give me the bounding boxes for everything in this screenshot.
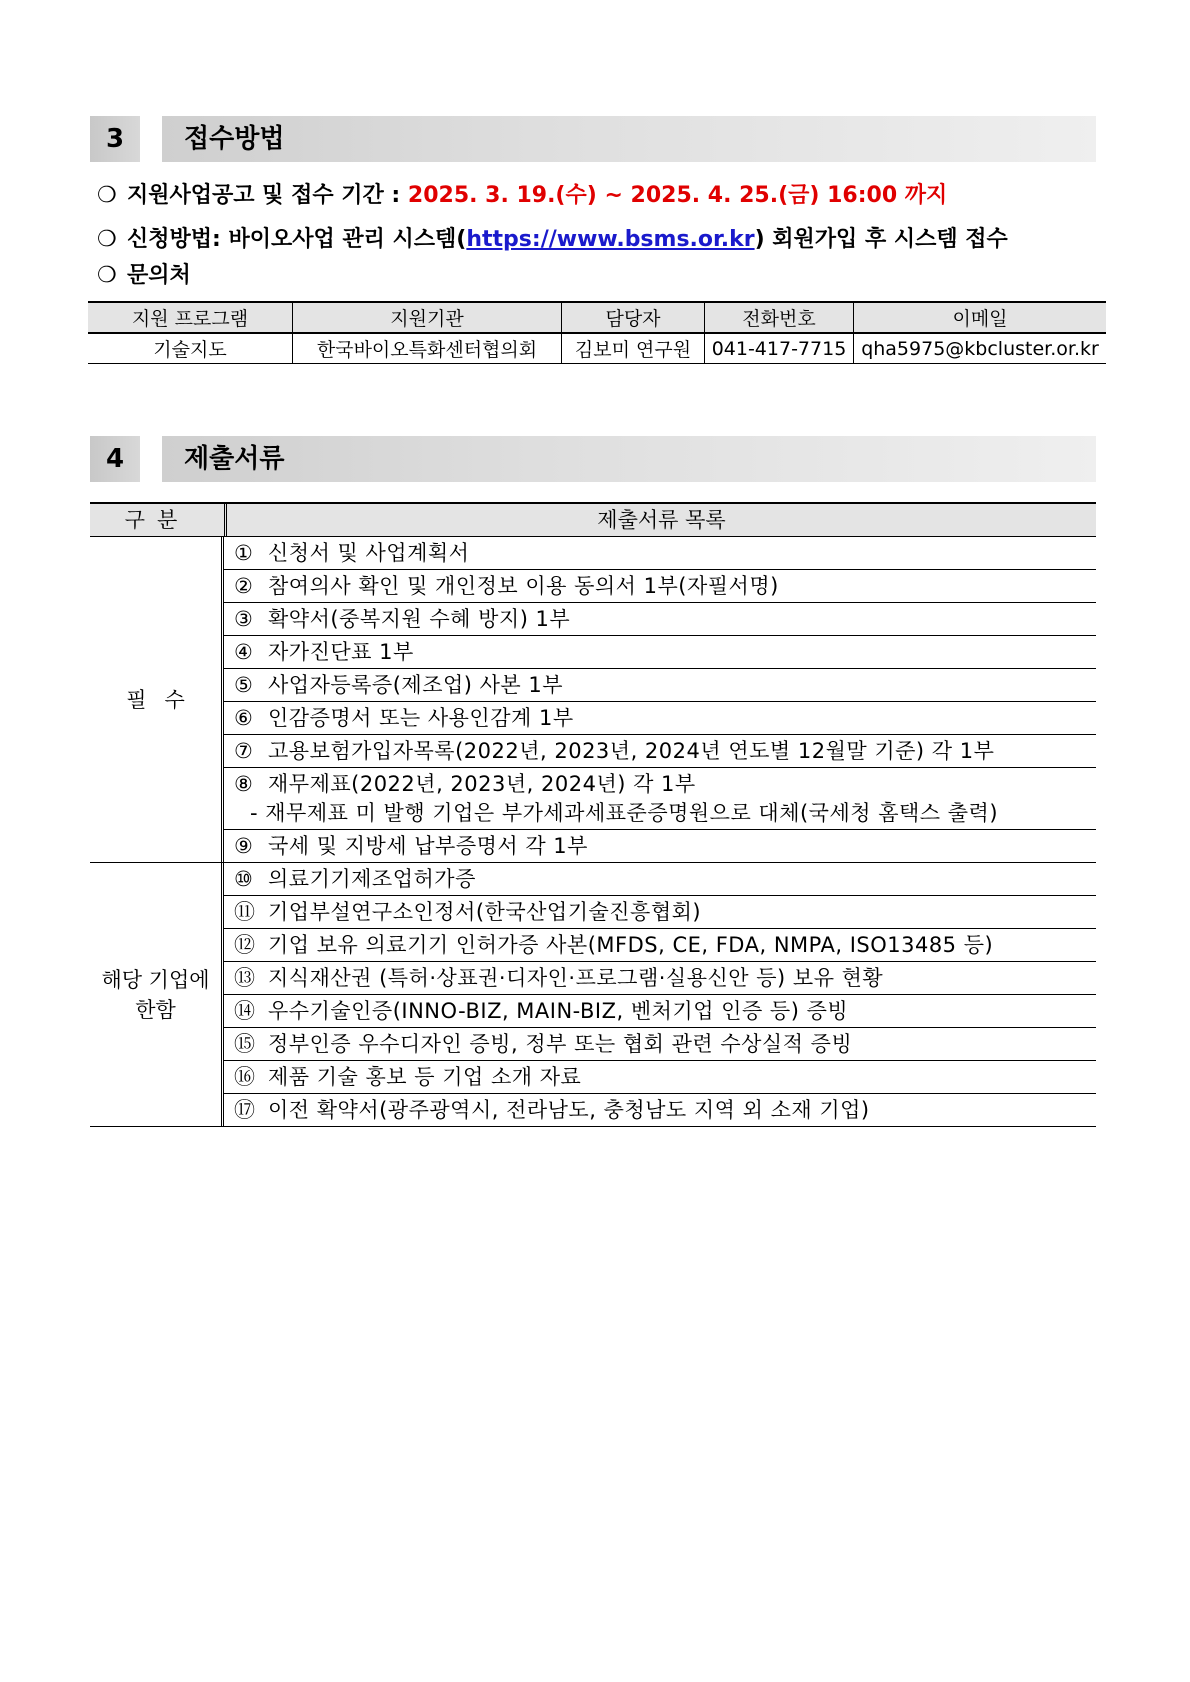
item-text: 제품 기술 홍보 등 기업 소개 자료 — [268, 1065, 582, 1089]
list-item — [224, 636, 1096, 669]
group-required — [90, 537, 1096, 863]
section-title: 접수방법 — [162, 116, 1096, 162]
contact-header-row — [88, 302, 1106, 333]
section-4-header — [90, 436, 1096, 482]
item-number: ③ — [234, 607, 254, 631]
bullet-contact — [97, 258, 191, 289]
contact-label: 문의처 — [127, 263, 191, 288]
section-title: 제출서류 — [162, 436, 1096, 482]
item-number: ⑮ — [234, 1032, 256, 1056]
list-item — [224, 896, 1096, 929]
item-number: ④ — [234, 640, 254, 664]
list-item — [224, 669, 1096, 702]
item-number: ⑭ — [234, 999, 256, 1023]
cell-phone: 041-417-7715 — [705, 333, 854, 364]
list-item — [224, 863, 1096, 896]
group-label: 필수 — [90, 537, 224, 862]
item-text: 신청서 및 사업계획서 — [268, 541, 470, 565]
item-text: 기업 보유 의료기기 인허가증 사본(MFDS, CE, FDA, NMPA, ISO13485 등) — [268, 933, 994, 957]
item-text: 지식재산권 (특허·상표권·디자인·프로그램·실용신안 등) 보유 현황 — [268, 966, 884, 990]
item-number: ⑩ — [234, 867, 254, 891]
circle-bullet-icon: ❍ — [97, 183, 117, 208]
item-number: ② — [234, 574, 254, 598]
item-subtext: - 재무제표 미 발행 기업은 부가세과세표준증명원으로 대체(국세청 홈택스 출력) — [250, 801, 999, 825]
item-number: ⑯ — [234, 1065, 256, 1089]
item-text: 인감증명서 또는 사용인감계 1부 — [268, 706, 574, 730]
list-item — [224, 929, 1096, 962]
list-item — [224, 570, 1096, 603]
method-suffix: ) 회원가입 후 시스템 접수 — [754, 227, 1008, 252]
item-number: ① — [234, 541, 254, 565]
list-item — [224, 830, 1096, 862]
item-text: 우수기술인증(INNO-BIZ, MAIN-BIZ, 벤처기업 인증 등) 증빙 — [268, 999, 849, 1023]
item-number: ⑥ — [234, 706, 254, 730]
col-manager: 담당자 — [562, 302, 705, 333]
col-email: 이메일 — [854, 302, 1107, 333]
bullet-method — [97, 222, 1008, 253]
item-text: 참여의사 확인 및 개인정보 이용 동의서 1부(자필서명) — [268, 574, 779, 598]
bullet-period — [97, 178, 947, 209]
item-text: 의료기기제조업허가증 — [268, 867, 476, 891]
item-number: ⑫ — [234, 933, 256, 957]
item-text: 정부인증 우수디자인 증빙, 정부 또는 협회 관련 수상실적 증빙 — [268, 1032, 853, 1056]
list-item — [224, 768, 1096, 830]
period-label: 지원사업공고 및 접수 기간 : — [127, 183, 401, 208]
item-text: 국세 및 지방세 납부증명서 각 1부 — [268, 834, 588, 858]
method-prefix: 신청방법: 바이오사업 관리 시스템( — [127, 227, 467, 252]
list-item — [224, 603, 1096, 636]
item-number: ⑰ — [234, 1098, 256, 1122]
cell-agency: 한국바이오특화센터협의회 — [293, 333, 562, 364]
item-number: ⑦ — [234, 739, 254, 763]
group-items — [224, 537, 1096, 862]
item-text: 이전 확약서(광주광역시, 전라남도, 충청남도 지역 외 소재 기업) — [268, 1098, 870, 1122]
circle-bullet-icon: ❍ — [97, 227, 117, 252]
contact-table — [88, 301, 1106, 364]
col-program: 지원 프로그램 — [88, 302, 293, 333]
bsms-link[interactable]: https://www.bsms.or.kr — [466, 227, 755, 252]
item-text: 고용보험가입자목록(2022년, 2023년, 2024년 연도별 12월말 기준) 각 1부 — [268, 739, 995, 763]
list-item — [224, 1028, 1096, 1061]
item-number: ⑨ — [234, 834, 254, 858]
list-item — [224, 1094, 1096, 1126]
cell-email[interactable]: qha5975@kbcluster.or.kr — [854, 333, 1107, 364]
col-phone: 전화번호 — [705, 302, 854, 333]
circle-bullet-icon: ❍ — [97, 263, 117, 288]
item-number: ⑤ — [234, 673, 254, 697]
period-value: 2025. 3. 19.(수) ~ 2025. 4. 25.(금) 16:00 까지 — [407, 183, 948, 208]
item-text: 자가진단표 1부 — [268, 640, 414, 664]
section-number: 3 — [90, 116, 140, 162]
item-text: 기업부설연구소인정서(한국산업기술진흥협회) — [268, 900, 702, 924]
item-text: 재무제표(2022년, 2023년, 2024년) 각 1부 — [268, 772, 696, 796]
list-item — [224, 702, 1096, 735]
contact-row — [88, 333, 1106, 364]
documents-table — [90, 502, 1096, 1127]
header-category: 구분 — [90, 504, 227, 536]
item-text: 사업자등록증(제조업) 사본 1부 — [268, 673, 564, 697]
item-text: 확약서(중복지원 수혜 방지) 1부 — [268, 607, 571, 631]
cell-manager: 김보미 연구원 — [562, 333, 705, 364]
group-items — [224, 863, 1096, 1126]
item-number: ⑧ — [234, 772, 254, 796]
list-item — [224, 1061, 1096, 1094]
cell-program: 기술지도 — [88, 333, 293, 364]
section-number: 4 — [90, 436, 140, 482]
group-conditional — [90, 863, 1096, 1127]
list-item — [224, 995, 1096, 1028]
list-item — [224, 962, 1096, 995]
header-list: 제출서류 목록 — [597, 508, 726, 532]
col-agency: 지원기관 — [293, 302, 562, 333]
section-3-header — [90, 116, 1096, 162]
list-item — [224, 537, 1096, 570]
item-number: ⑪ — [234, 900, 256, 924]
group-label: 해당 기업에 한함 — [90, 863, 224, 1126]
documents-header-row — [90, 502, 1096, 537]
list-item — [224, 735, 1096, 768]
item-number: ⑬ — [234, 966, 256, 990]
